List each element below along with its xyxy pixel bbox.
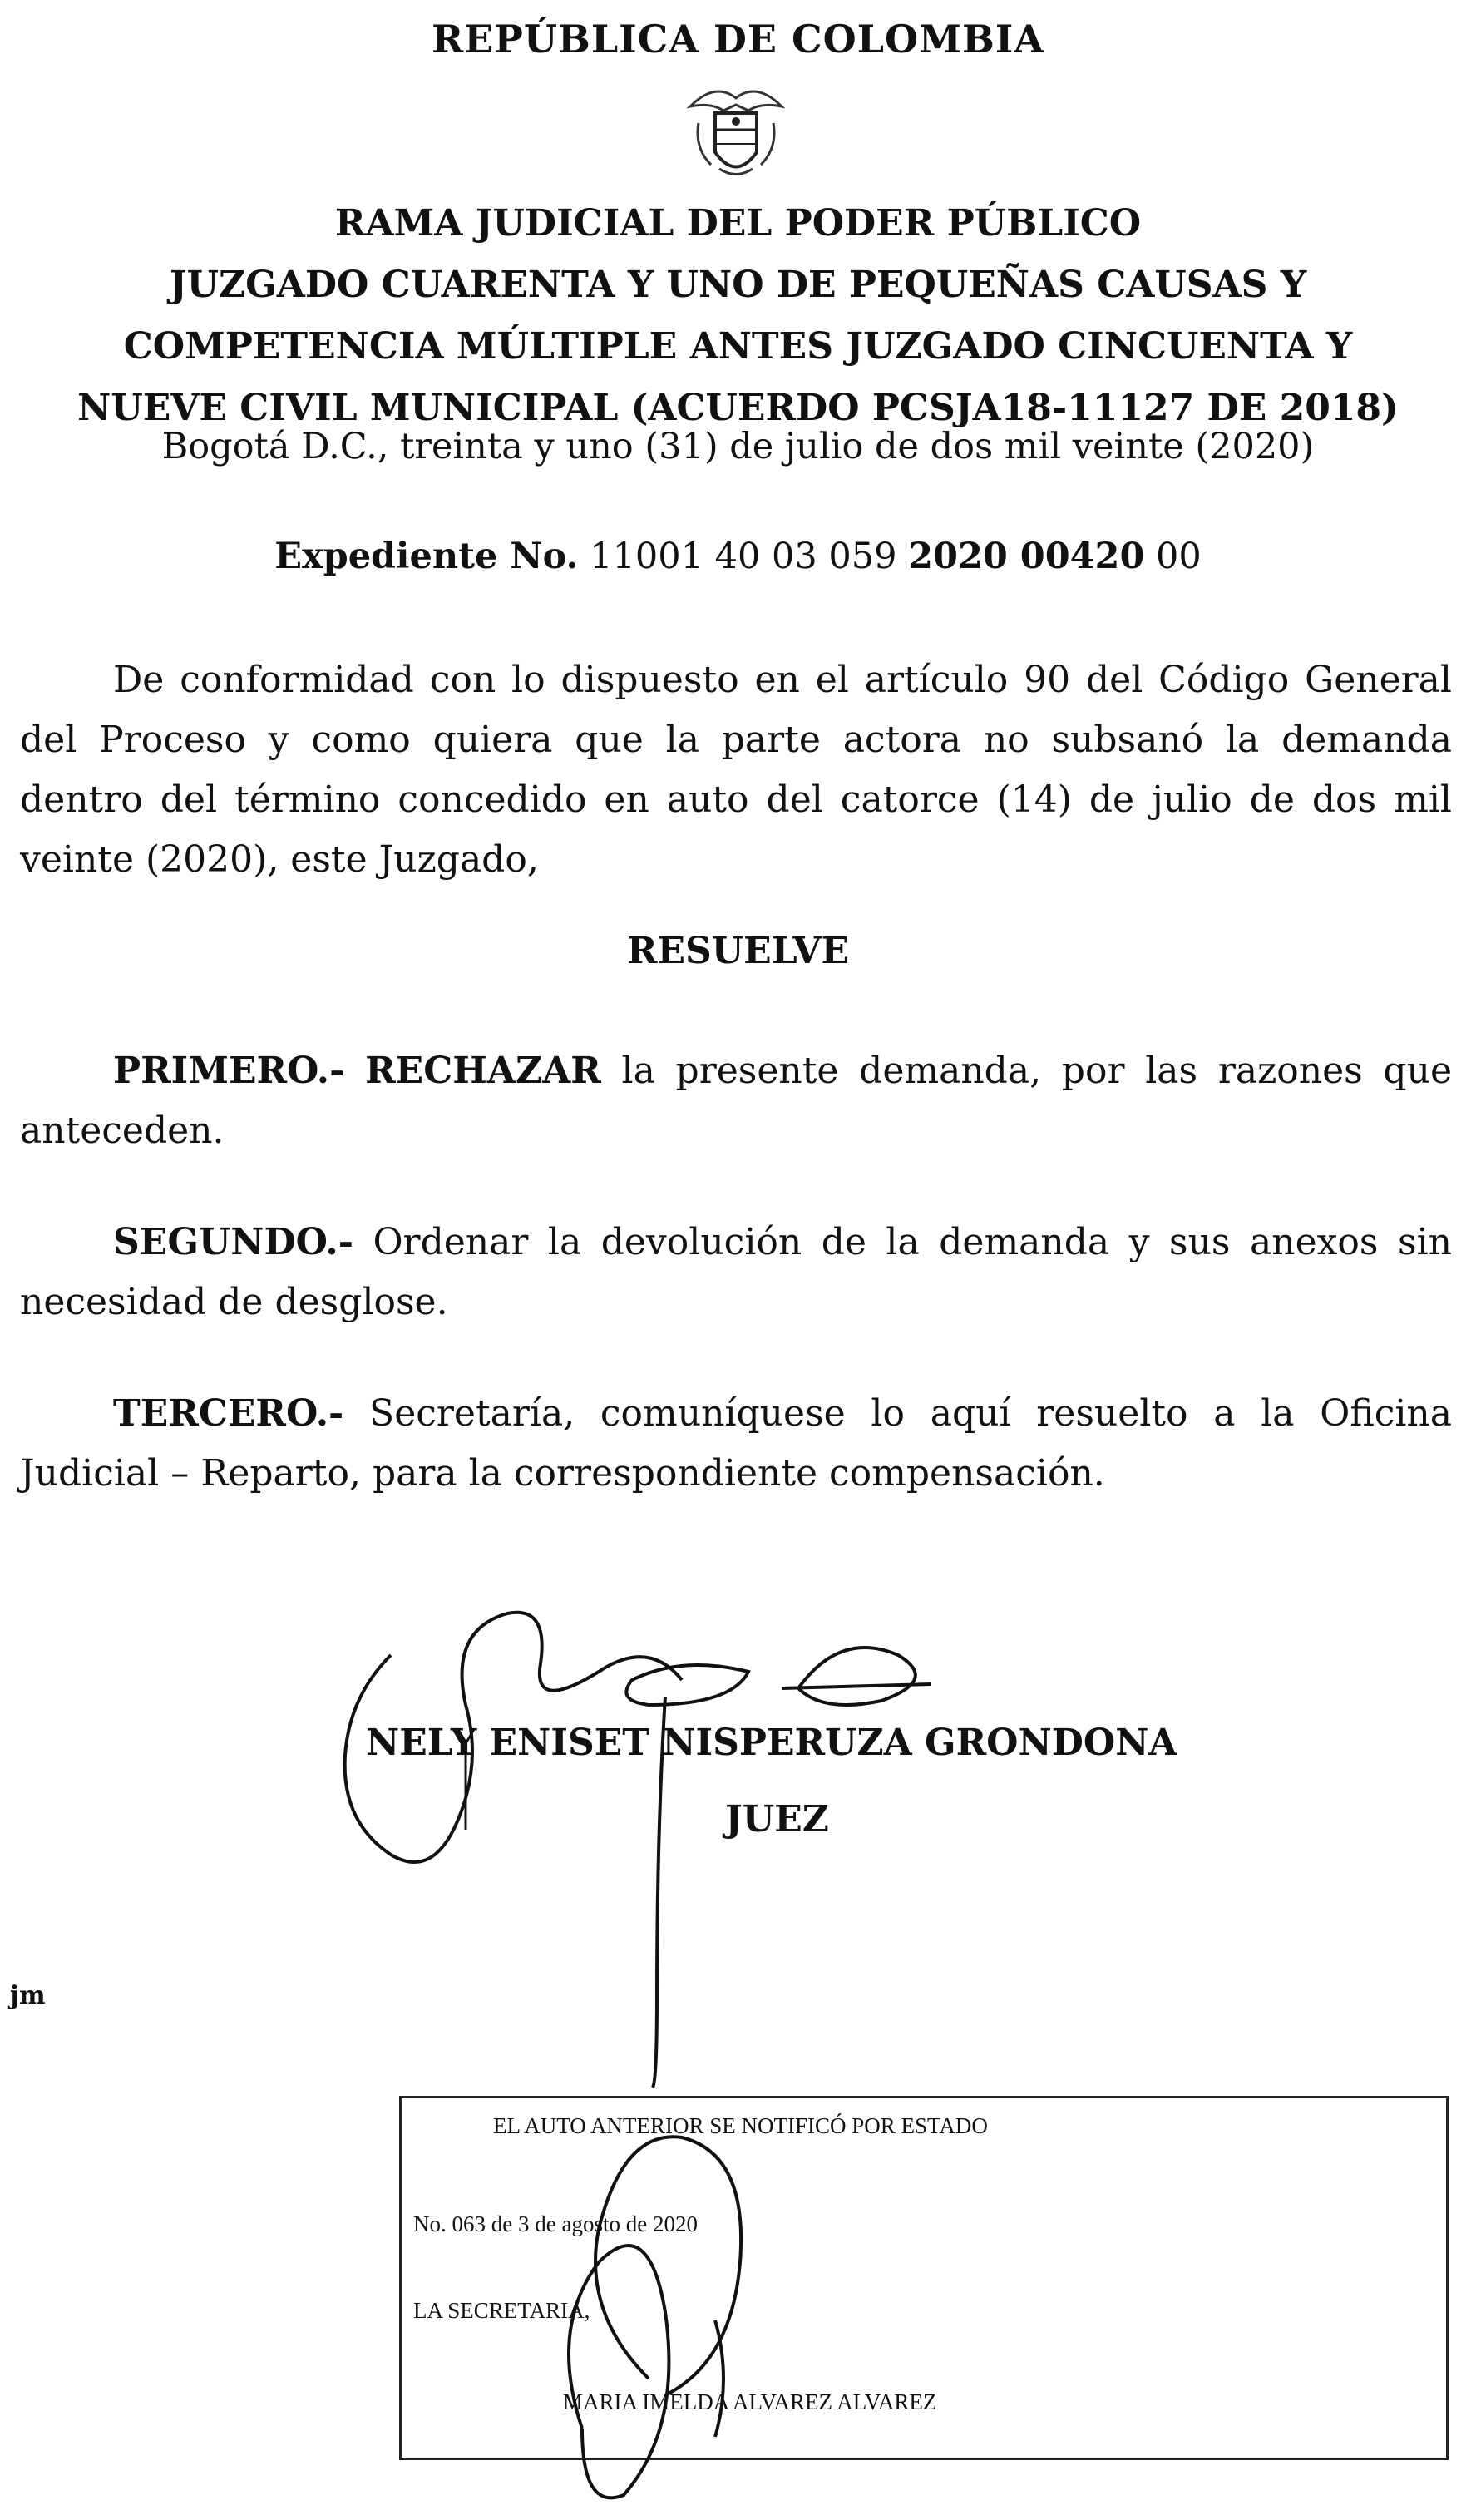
tercero-label: TERCERO.- [113, 1392, 344, 1435]
resolution-primero [20, 1041, 1452, 1161]
resuelve-heading: RESUELVE [626, 930, 850, 972]
country-title: REPÚBLICA DE COLOMBIA [431, 17, 1045, 62]
case-number [0, 536, 1476, 577]
segundo-text: Ordenar la devolución de la demanda y sus anexos sin necesidad de desglose. [20, 1221, 1452, 1323]
court-name-block [25, 193, 1451, 439]
resolution-segundo [20, 1213, 1452, 1332]
case-number-suffix: 00 [1156, 536, 1202, 577]
notification-stamp [399, 2096, 1449, 2460]
stamp-line-secretary-name: MARIA IMELDA ALVAREZ ALVAREZ [563, 2389, 937, 2414]
judge-role: JUEZ [725, 1798, 829, 1841]
court-line: JUZGADO CUARENTA Y UNO DE PEQUEÑAS CAUSAS Y [169, 264, 1307, 306]
coat-of-arms-icon [682, 73, 790, 190]
court-line: NUEVE CIVIL MUNICIPAL (ACUERDO PCSJA18-11127 DE 2018) [77, 387, 1399, 429]
court-line: COMPETENCIA MÚLTIPLE ANTES JUZGADO CINCUENTA Y [123, 325, 1353, 368]
intro-paragraph: De conformidad con lo dispuesto en el artículo 90 del Código General del Proceso y como quiera que la parte actora no subsanó la demanda dentro del término concedido en auto del catorce (14) de julio de dos mil veinte (2020), este Juzgado, [20, 659, 1452, 881]
segundo-label: SEGUNDO.- [113, 1221, 353, 1263]
case-number-main: 2020 00420 [908, 536, 1145, 577]
primero-text: la presente demanda, por las razones que anteceden. [20, 1050, 1452, 1152]
primero-label: PRIMERO.- [113, 1050, 345, 1092]
stamp-line-number: No. 063 de 3 de agosto de 2020 [413, 2211, 698, 2236]
resolution-tercero [20, 1384, 1452, 1504]
tercero-text: Secretaría, comuníquese lo aquí resuelto a la Oficina Judicial – Reparto, para la correspondiente compensación. [20, 1392, 1452, 1495]
judge-name: NELY ENISET NISPERUZA GRONDONA [366, 1722, 1177, 1764]
case-number-label: Expediente No. [274, 536, 579, 577]
document-date: Bogotá D.C., treinta y uno (31) de julio de dos mil veinte (2020) [161, 426, 1315, 467]
clerk-initials: jm [10, 1981, 46, 2010]
court-line: RAMA JUDICIAL DEL PODER PÚBLICO [334, 202, 1142, 245]
primero-action: RECHAZAR [365, 1050, 601, 1092]
case-number-prefix: 11001 40 03 059 [590, 536, 897, 577]
stamp-line-secretary: LA SECRETARIA, [413, 2298, 590, 2323]
stamp-line-notice: EL AUTO ANTERIOR SE NOTIFICÓ POR ESTADO [493, 2113, 988, 2138]
